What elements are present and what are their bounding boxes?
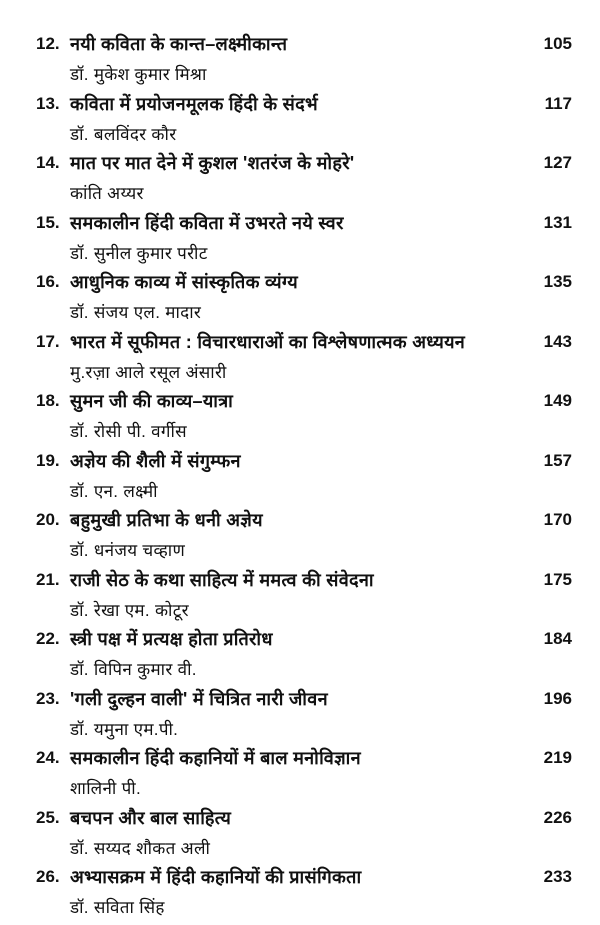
entry-author: डॉ. विपिन कुमार वी. [70, 660, 197, 679]
entry-page-number: 105 [543, 34, 572, 53]
entry-number: 15. [36, 212, 60, 232]
entry-number: 16. [36, 272, 60, 291]
entry-page-number: 170 [543, 510, 572, 529]
entry-title: भारत में सूफीमत : विचारधाराओं का विश्लेषणात्मक अध्ययन [70, 331, 466, 352]
entry-page-number: 127 [543, 153, 572, 172]
entry-author: डॉ. एन. लक्ष्मी [70, 481, 158, 501]
toc-entry [0, 746, 600, 806]
entry-title: मात पर मात देने में कुशल 'शतरंज के मोहरे' [70, 153, 355, 173]
entry-number: 24. [36, 748, 60, 767]
entry-number: 18. [36, 391, 60, 410]
entry-author: डॉ. यमुना एम.पी. [70, 719, 179, 739]
entry-author: मु.रज़ा आले रसूल अंसारी [70, 362, 227, 382]
entry-title: समकालीन हिंदी कविता में उभरते नये स्वर [70, 212, 344, 233]
entry-page-number: 184 [543, 629, 572, 648]
entry-page-number: 233 [543, 867, 572, 886]
toc-entry [0, 806, 600, 866]
entry-number: 12. [36, 34, 60, 53]
toc-entry [0, 865, 600, 925]
entry-title: सुमन जी की काव्य–यात्रा [70, 391, 234, 411]
entry-title: बचपन और बाल साहित्य [70, 807, 232, 828]
entry-author: कांति अय्यर [70, 184, 144, 203]
entry-title: नयी कविता के कान्त–लक्ष्मीकान्त [70, 34, 288, 54]
toc-entry [0, 449, 600, 509]
table-of-contents [0, 32, 600, 925]
entry-page-number: 219 [543, 748, 572, 767]
entry-number: 19. [36, 450, 60, 470]
toc-entry [0, 389, 600, 449]
toc-entry [0, 211, 600, 271]
toc-entry [0, 330, 600, 390]
toc-entry [0, 92, 600, 152]
entry-author: डॉ. बलविंदर कौर [70, 124, 177, 144]
entry-page-number: 143 [543, 331, 572, 351]
entry-author: डॉ. सय्यद शौकत अली [70, 838, 211, 858]
entry-page-number: 131 [543, 212, 572, 232]
entry-title: अभ्यासक्रम में हिंदी कहानियों की प्रासंगिकता [70, 867, 362, 887]
entry-author: डॉ. सुनील कुमार परीट [70, 243, 208, 263]
toc-entry [0, 568, 600, 628]
entry-page-number: 135 [543, 272, 572, 291]
entry-page-number: 117 [544, 93, 572, 113]
entry-title: 'गली दुल्हन वाली' में चित्रित नारी जीवन [70, 688, 328, 709]
entry-number: 17. [36, 331, 60, 351]
entry-number: 26. [36, 867, 60, 886]
entry-author: डॉ. धनंजय चव्हाण [70, 541, 186, 560]
toc-entry [0, 627, 600, 687]
entry-number: 14. [36, 153, 60, 172]
entry-number: 22. [36, 629, 60, 648]
entry-author: डॉ. सविता सिंह [70, 898, 165, 917]
entry-title: स्त्री पक्ष में प्रत्यक्ष होता प्रतिरोध [70, 629, 273, 649]
entry-author: शालिनी पी. [70, 779, 142, 798]
entry-title: आधुनिक काव्य में सांस्कृतिक व्यंग्य [70, 272, 298, 292]
entry-page-number: 226 [543, 807, 572, 827]
entry-number: 25. [36, 807, 60, 827]
toc-entry [0, 151, 600, 211]
entry-title: राजी सेठ के कथा साहित्य में ममत्व की संवेदना [70, 569, 374, 590]
toc-entry [0, 32, 600, 92]
toc-entry [0, 687, 600, 747]
entry-page-number: 175 [543, 569, 572, 589]
entry-author: डॉ. रोसी पी. वर्गीस [70, 422, 187, 441]
entry-author: डॉ. संजय एल. मादार [70, 303, 202, 322]
entry-title: समकालीन हिंदी कहानियों में बाल मनोविज्ञान [70, 748, 361, 768]
entry-number: 23. [36, 688, 60, 708]
entry-author: डॉ. मुकेश कुमार मिश्रा [70, 65, 207, 84]
toc-entry [0, 270, 600, 330]
toc-entry [0, 508, 600, 568]
entry-number: 20. [36, 510, 60, 529]
entry-title: कविता में प्रयोजनमूलक हिंदी के संदर्भ [70, 93, 318, 114]
entry-title: बहुमुखी प्रतिभा के धनी अज्ञेय [70, 510, 263, 530]
entry-page-number: 157 [543, 450, 572, 470]
entry-title: अज्ञेय की शैली में संगुम्फन [70, 450, 241, 471]
entry-number: 21. [36, 569, 60, 589]
entry-author: डॉ. रेखा एम. कोटूर [70, 600, 189, 620]
entry-number: 13. [36, 93, 60, 113]
entry-page-number: 149 [543, 391, 572, 410]
entry-page-number: 196 [543, 688, 572, 708]
